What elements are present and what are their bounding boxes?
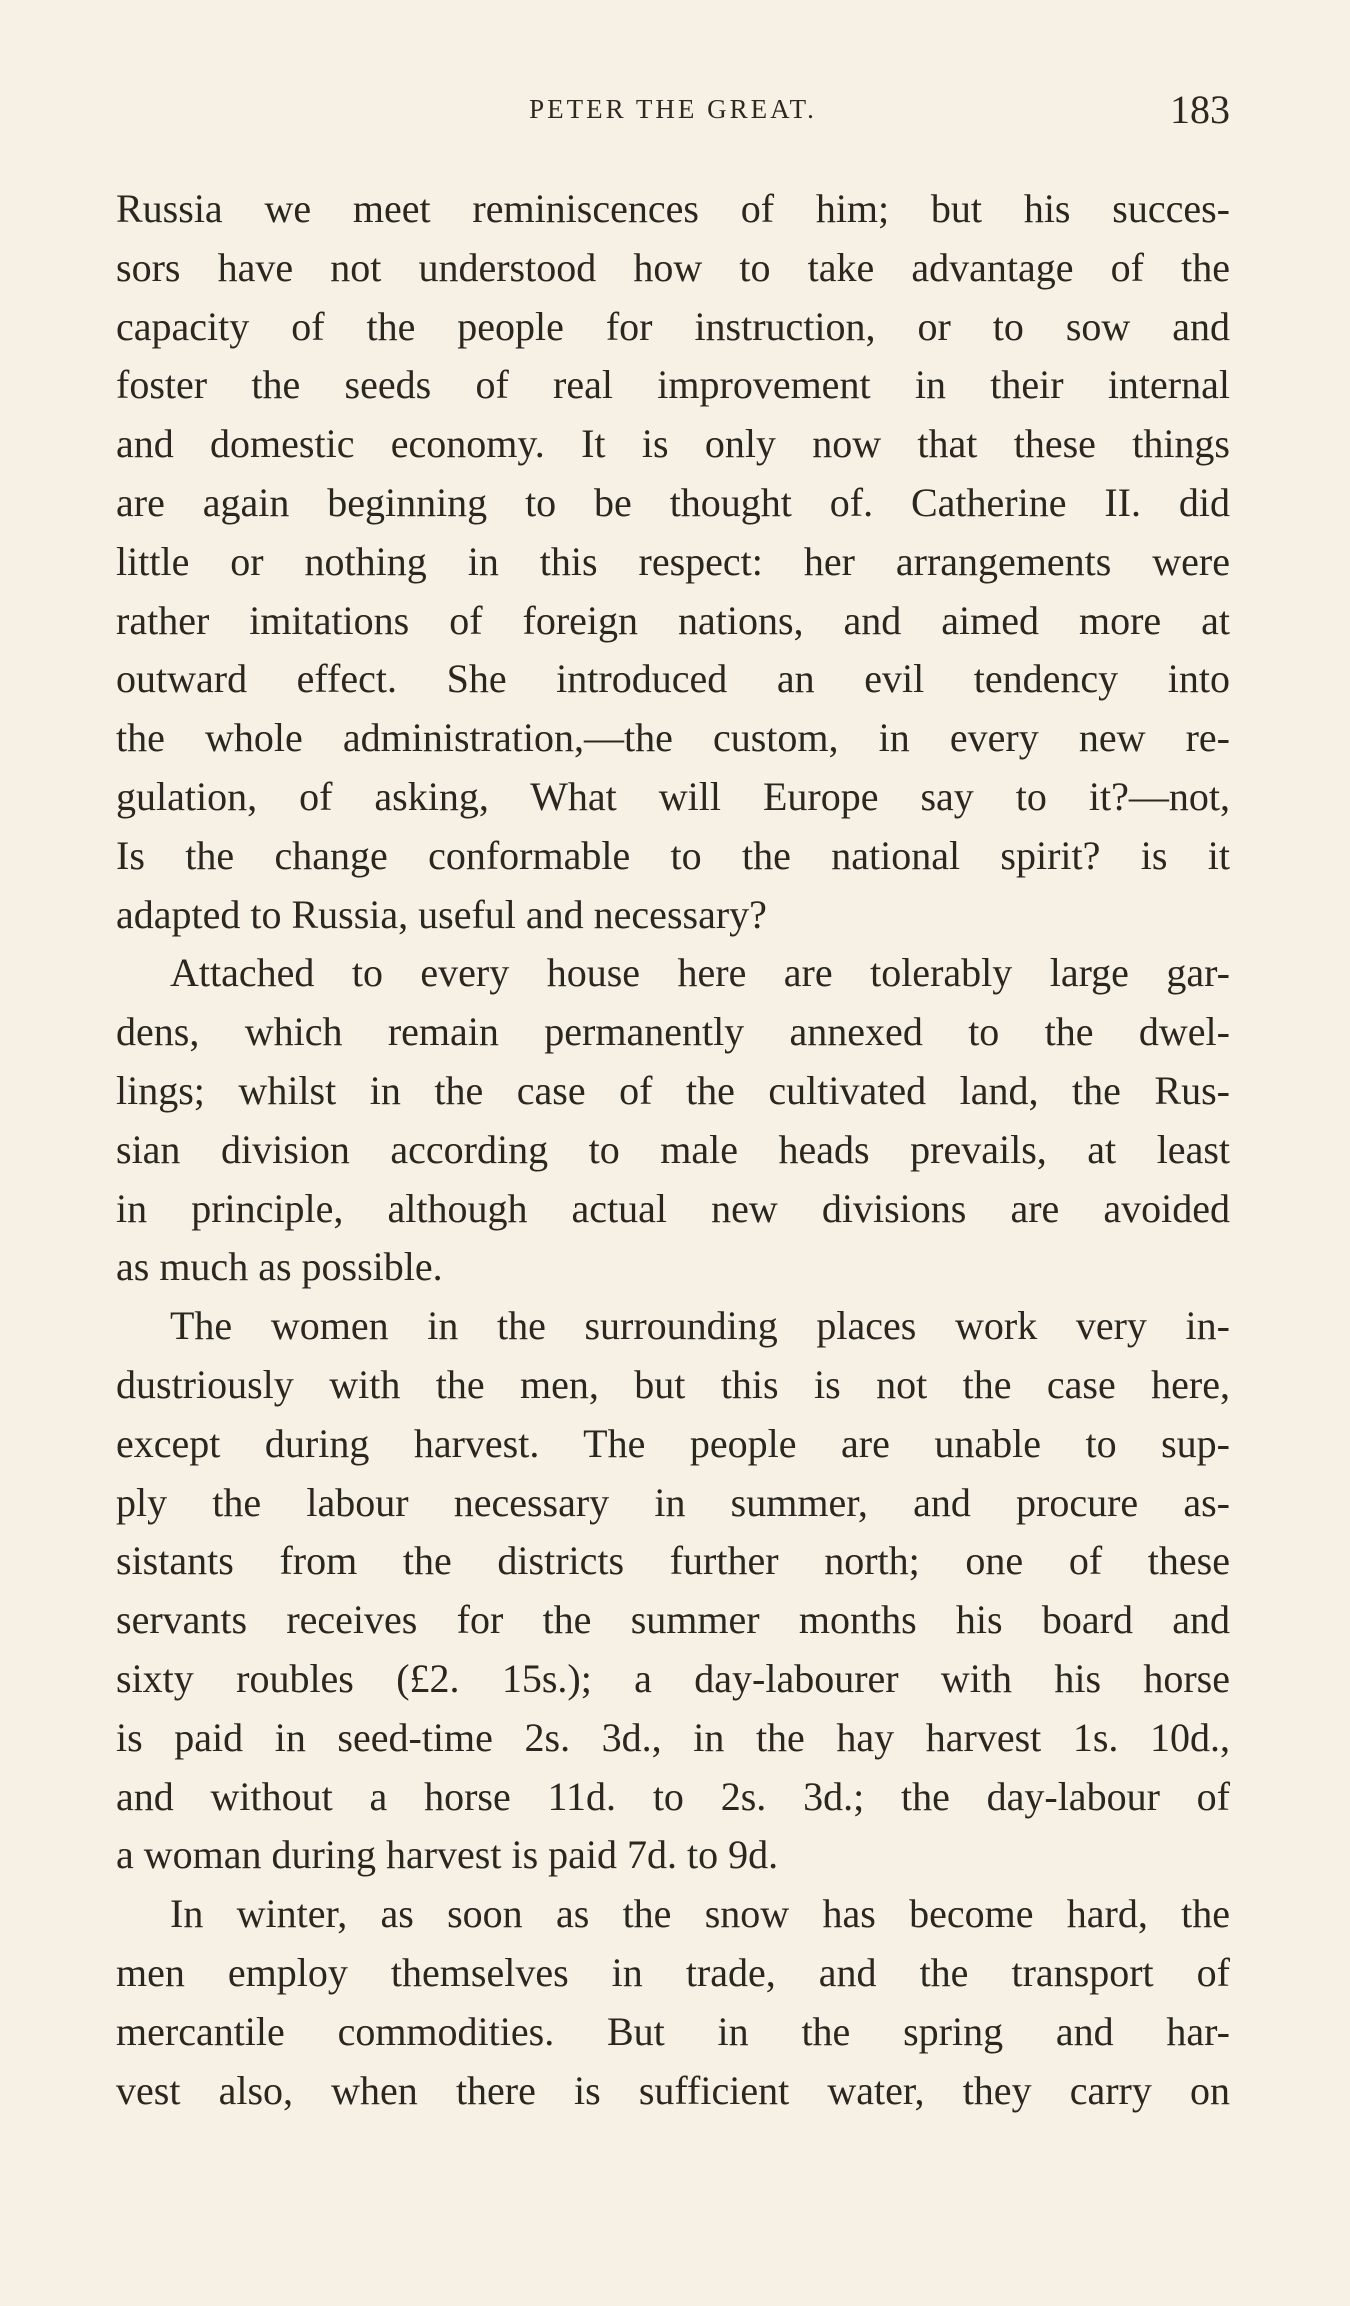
running-head: PETER THE GREAT. <box>529 94 817 124</box>
paragraph-first-line: Attached to every house here are tolerably large gar- <box>170 950 1230 996</box>
text-line: the whole administration,—the custom, in every new re- <box>116 715 1230 761</box>
text-line: capacity of the people for instruction, or to sow and <box>116 303 1230 349</box>
text-line: men employ themselves in trade, and the transport of <box>116 1949 1230 1995</box>
paragraph-end-line: adapted to Russia, useful and necessary? <box>116 891 767 937</box>
body-text <box>116 180 1230 2120</box>
text-line: vest also, when there is sufficient water, they carry on <box>116 2067 1230 2113</box>
text-line: mercantile commodities. But in the spring and har- <box>116 2008 1230 2054</box>
text-line: ply the labour necessary in summer, and procure as- <box>116 1479 1230 1525</box>
text-line: in principle, although actual new divisions are avoided <box>116 1185 1230 1231</box>
text-line: is paid in seed-time 2s. 3d., in the hay harvest 1s. 10d., <box>116 1714 1230 1760</box>
text-line: and domestic economy. It is only now that these things <box>116 421 1230 467</box>
paragraph-first-line: The women in the surrounding places work very in- <box>170 1303 1230 1349</box>
paragraph-end-line: a woman during harvest is paid 7d. to 9d. <box>116 1832 779 1878</box>
paragraph-end-line: as much as possible. <box>116 1244 443 1290</box>
text-line: rather imitations of foreign nations, and aimed more at <box>116 597 1230 643</box>
text-line: are again beginning to be thought of. Catherine II. did <box>116 479 1230 525</box>
text-line: servants receives for the summer months his board and <box>116 1597 1230 1643</box>
text-line: dustriously with the men, but this is not the case here, <box>116 1361 1230 1407</box>
text-line: Is the change conformable to the national spirit? is it <box>116 832 1230 878</box>
text-line: sistants from the districts further north; one of these <box>116 1538 1230 1584</box>
text-line: sors have not understood how to take advantage of the <box>116 244 1230 290</box>
text-line: outward effect. She introduced an evil tendency into <box>116 656 1230 702</box>
paragraph-first-line: In winter, as soon as the snow has become hard, the <box>170 1891 1230 1937</box>
text-line: except during harvest. The people are unable to sup- <box>116 1420 1230 1466</box>
text-line: little or nothing in this respect: her arrangements were <box>116 538 1230 584</box>
text-line: lings; whilst in the case of the cultivated land, the Rus- <box>116 1067 1230 1113</box>
text-line: and without a horse 11d. to 2s. 3d.; the day-labour of <box>116 1773 1230 1819</box>
text-line: dens, which remain permanently annexed to the dwel- <box>116 1009 1230 1055</box>
text-line: sixty roubles (£2. 15s.); a day-labourer with his horse <box>116 1655 1230 1701</box>
text-line: foster the seeds of real improvement in their internal <box>116 362 1230 408</box>
page-header <box>116 86 1230 146</box>
text-line: gulation, of asking, What will Europe say to it?—not, <box>116 773 1230 819</box>
text-line: sian division according to male heads prevails, at least <box>116 1126 1230 1172</box>
page-number: 183 <box>1170 87 1230 132</box>
text-line: Russia we meet reminiscences of him; but his succes- <box>116 186 1230 231</box>
